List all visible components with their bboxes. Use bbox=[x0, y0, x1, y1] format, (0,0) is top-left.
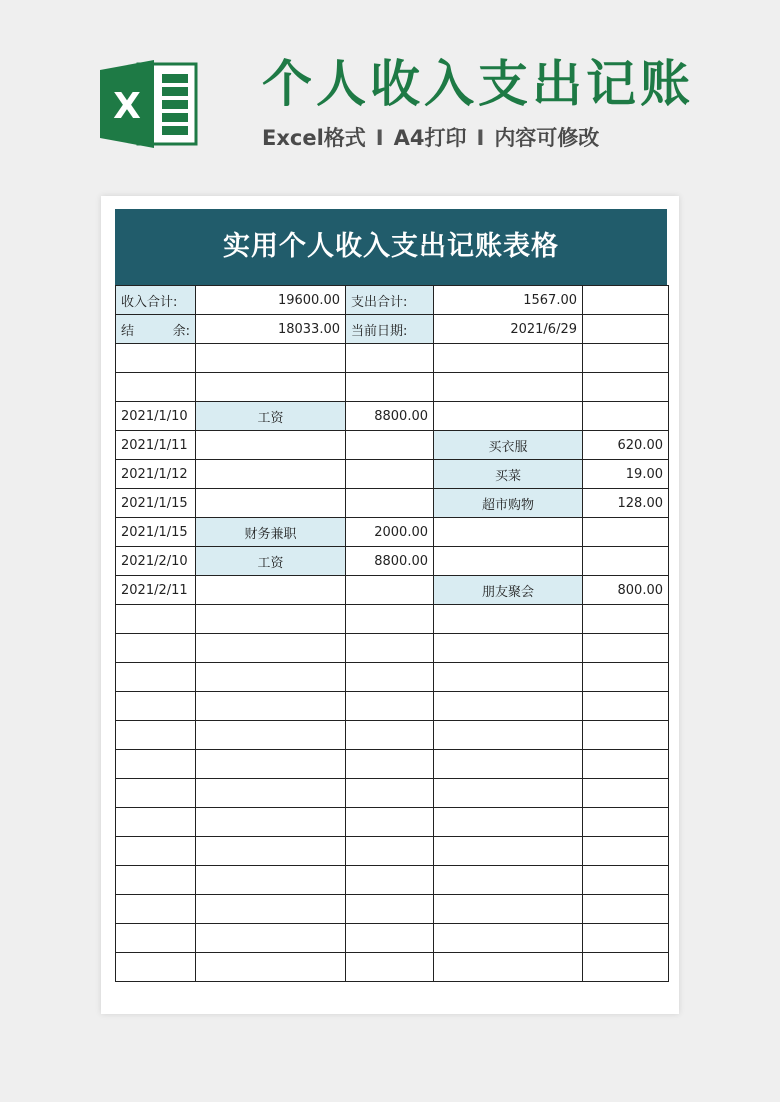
expense-item[interactable] bbox=[434, 547, 583, 576]
table-row bbox=[116, 953, 669, 982]
empty-cell[interactable] bbox=[196, 373, 346, 402]
income-item[interactable] bbox=[196, 431, 346, 460]
empty-cell[interactable] bbox=[434, 750, 583, 779]
empty-cell[interactable] bbox=[116, 924, 196, 953]
income-amount[interactable]: 8800.00 bbox=[346, 402, 434, 431]
empty-cell[interactable] bbox=[583, 750, 669, 779]
empty-cell[interactable] bbox=[434, 373, 583, 402]
income-item[interactable] bbox=[196, 460, 346, 489]
summary-row-balance bbox=[116, 315, 669, 344]
banner-title: 个人收入支出记账 bbox=[262, 55, 694, 113]
excel-logo-letter: X bbox=[113, 86, 141, 127]
subtitle-editable: 内容可修改 bbox=[494, 126, 600, 150]
table-row bbox=[116, 895, 669, 924]
empty-cell[interactable] bbox=[116, 808, 196, 837]
empty-cell[interactable] bbox=[196, 692, 346, 721]
empty-cell[interactable] bbox=[583, 953, 669, 982]
entry-date[interactable]: 2021/2/11 bbox=[116, 576, 196, 605]
empty-cell[interactable] bbox=[583, 924, 669, 953]
empty-cell[interactable] bbox=[116, 866, 196, 895]
empty-cell[interactable] bbox=[196, 663, 346, 692]
expense-item[interactable] bbox=[434, 518, 583, 547]
table-row bbox=[116, 431, 669, 460]
empty-cell[interactable] bbox=[196, 721, 346, 750]
expense-amount[interactable]: 19.00 bbox=[583, 460, 669, 489]
entry-date[interactable]: 2021/1/10 bbox=[116, 402, 196, 431]
empty-cell[interactable] bbox=[196, 344, 346, 373]
excel-logo-icon bbox=[100, 58, 198, 150]
income-item[interactable] bbox=[196, 489, 346, 518]
expense-amount[interactable] bbox=[583, 547, 669, 576]
expense-amount[interactable]: 620.00 bbox=[583, 431, 669, 460]
empty-cell[interactable] bbox=[346, 895, 434, 924]
empty-cell[interactable] bbox=[583, 837, 669, 866]
empty-cell[interactable] bbox=[196, 808, 346, 837]
empty-cell[interactable] bbox=[434, 634, 583, 663]
table-row bbox=[116, 721, 669, 750]
empty-cell[interactable] bbox=[346, 866, 434, 895]
empty-cell[interactable] bbox=[583, 866, 669, 895]
empty-cell[interactable] bbox=[434, 895, 583, 924]
current-date-label: 当前日期: bbox=[346, 315, 434, 344]
empty-cell[interactable] bbox=[116, 953, 196, 982]
empty-cell[interactable] bbox=[196, 605, 346, 634]
ledger-table bbox=[115, 285, 669, 982]
income-item[interactable]: 工资 bbox=[196, 402, 346, 431]
table-row bbox=[116, 837, 669, 866]
empty-cell[interactable] bbox=[434, 692, 583, 721]
table-row bbox=[116, 547, 669, 576]
empty-cell[interactable] bbox=[583, 721, 669, 750]
subtitle-print: A4打印 bbox=[393, 126, 467, 150]
balance-value[interactable]: 18033.00 bbox=[196, 315, 346, 344]
empty-cell[interactable] bbox=[583, 663, 669, 692]
income-amount[interactable] bbox=[346, 460, 434, 489]
table-row bbox=[116, 460, 669, 489]
empty-cell[interactable] bbox=[196, 837, 346, 866]
empty-cell[interactable] bbox=[116, 779, 196, 808]
empty-cell[interactable] bbox=[583, 286, 669, 315]
entry-date[interactable]: 2021/1/11 bbox=[116, 431, 196, 460]
table-row bbox=[116, 808, 669, 837]
empty-cell[interactable] bbox=[583, 779, 669, 808]
balance-label-b: 余: bbox=[172, 323, 190, 339]
empty-cell[interactable] bbox=[346, 924, 434, 953]
income-amount[interactable] bbox=[346, 489, 434, 518]
empty-cell[interactable] bbox=[583, 344, 669, 373]
table-row bbox=[116, 518, 669, 547]
empty-cell[interactable] bbox=[116, 373, 196, 402]
empty-cell[interactable] bbox=[346, 634, 434, 663]
expense-item[interactable]: 买菜 bbox=[434, 460, 583, 489]
empty-cell[interactable] bbox=[583, 373, 669, 402]
empty-cell[interactable] bbox=[196, 895, 346, 924]
table-row bbox=[116, 663, 669, 692]
empty-cell[interactable] bbox=[583, 895, 669, 924]
subtitle-separator: I bbox=[476, 126, 485, 150]
empty-cell[interactable] bbox=[434, 953, 583, 982]
income-amount[interactable] bbox=[346, 431, 434, 460]
income-item[interactable]: 财务兼职 bbox=[196, 518, 346, 547]
empty-cell[interactable] bbox=[196, 953, 346, 982]
summary-row-totals bbox=[116, 286, 669, 315]
table-row bbox=[116, 489, 669, 518]
entry-date[interactable]: 2021/1/15 bbox=[116, 518, 196, 547]
empty-cell[interactable] bbox=[583, 692, 669, 721]
table-row bbox=[116, 344, 669, 373]
empty-cell[interactable] bbox=[346, 779, 434, 808]
income-amount[interactable] bbox=[346, 576, 434, 605]
empty-cell[interactable] bbox=[116, 692, 196, 721]
income-total-value[interactable]: 19600.00 bbox=[196, 286, 346, 315]
empty-cell[interactable] bbox=[346, 750, 434, 779]
table-row bbox=[116, 605, 669, 634]
balance-label bbox=[116, 315, 196, 344]
table-row bbox=[116, 924, 669, 953]
empty-cell[interactable] bbox=[196, 866, 346, 895]
entry-date[interactable]: 2021/1/15 bbox=[116, 489, 196, 518]
income-item[interactable]: 工资 bbox=[196, 547, 346, 576]
empty-cell[interactable] bbox=[116, 344, 196, 373]
subtitle-format: Excel格式 bbox=[262, 126, 366, 150]
ledger-sheet bbox=[101, 196, 679, 1014]
empty-cell[interactable] bbox=[583, 315, 669, 344]
empty-cell[interactable] bbox=[116, 750, 196, 779]
empty-cell[interactable] bbox=[346, 808, 434, 837]
sheet-title: 实用个人收入支出记账表格 bbox=[115, 209, 667, 285]
empty-cell[interactable] bbox=[434, 663, 583, 692]
income-amount[interactable]: 2000.00 bbox=[346, 518, 434, 547]
expense-total-label: 支出合计: bbox=[346, 286, 434, 315]
income-amount[interactable]: 8800.00 bbox=[346, 547, 434, 576]
empty-cell[interactable] bbox=[346, 663, 434, 692]
table-row bbox=[116, 576, 669, 605]
table-row bbox=[116, 692, 669, 721]
empty-cell[interactable] bbox=[434, 866, 583, 895]
entry-date[interactable]: 2021/1/12 bbox=[116, 460, 196, 489]
expense-item[interactable] bbox=[434, 402, 583, 431]
empty-cell[interactable] bbox=[346, 373, 434, 402]
empty-cell[interactable] bbox=[116, 721, 196, 750]
expense-item[interactable]: 买衣服 bbox=[434, 431, 583, 460]
empty-cell[interactable] bbox=[434, 808, 583, 837]
banner bbox=[0, 0, 780, 190]
table-row bbox=[116, 402, 669, 431]
empty-cell[interactable] bbox=[346, 344, 434, 373]
empty-cell[interactable] bbox=[434, 605, 583, 634]
table-row bbox=[116, 866, 669, 895]
table-row bbox=[116, 750, 669, 779]
empty-cell[interactable] bbox=[196, 779, 346, 808]
expense-amount[interactable]: 128.00 bbox=[583, 489, 669, 518]
empty-cell[interactable] bbox=[434, 721, 583, 750]
empty-cell[interactable] bbox=[196, 924, 346, 953]
empty-cell[interactable] bbox=[583, 605, 669, 634]
empty-cell[interactable] bbox=[116, 895, 196, 924]
empty-cell[interactable] bbox=[116, 605, 196, 634]
income-total-label: 收入合计: bbox=[116, 286, 196, 315]
entry-date[interactable]: 2021/2/10 bbox=[116, 547, 196, 576]
current-date-value[interactable]: 2021/6/29 bbox=[434, 315, 583, 344]
empty-cell[interactable] bbox=[583, 634, 669, 663]
expense-amount[interactable] bbox=[583, 402, 669, 431]
banner-subtitle bbox=[262, 122, 702, 154]
empty-cell[interactable] bbox=[434, 924, 583, 953]
empty-cell[interactable] bbox=[346, 953, 434, 982]
expense-amount[interactable]: 800.00 bbox=[583, 576, 669, 605]
income-item[interactable] bbox=[196, 576, 346, 605]
table-row bbox=[116, 373, 669, 402]
expense-item[interactable]: 朋友聚会 bbox=[434, 576, 583, 605]
empty-cell[interactable] bbox=[116, 837, 196, 866]
subtitle-separator: I bbox=[375, 126, 384, 150]
empty-cell[interactable] bbox=[346, 721, 434, 750]
empty-cell[interactable] bbox=[346, 837, 434, 866]
empty-cell[interactable] bbox=[583, 808, 669, 837]
expense-item[interactable]: 超市购物 bbox=[434, 489, 583, 518]
empty-cell[interactable] bbox=[434, 779, 583, 808]
table-row bbox=[116, 634, 669, 663]
empty-cell[interactable] bbox=[196, 750, 346, 779]
empty-cell[interactable] bbox=[116, 663, 196, 692]
empty-cell[interactable] bbox=[434, 837, 583, 866]
expense-total-value[interactable]: 1567.00 bbox=[434, 286, 583, 315]
expense-amount[interactable] bbox=[583, 518, 669, 547]
balance-label-a: 结 bbox=[121, 323, 135, 339]
table-row bbox=[116, 779, 669, 808]
empty-cell[interactable] bbox=[434, 344, 583, 373]
empty-cell[interactable] bbox=[346, 605, 434, 634]
empty-cell[interactable] bbox=[116, 634, 196, 663]
empty-cell[interactable] bbox=[346, 692, 434, 721]
empty-cell[interactable] bbox=[196, 634, 346, 663]
